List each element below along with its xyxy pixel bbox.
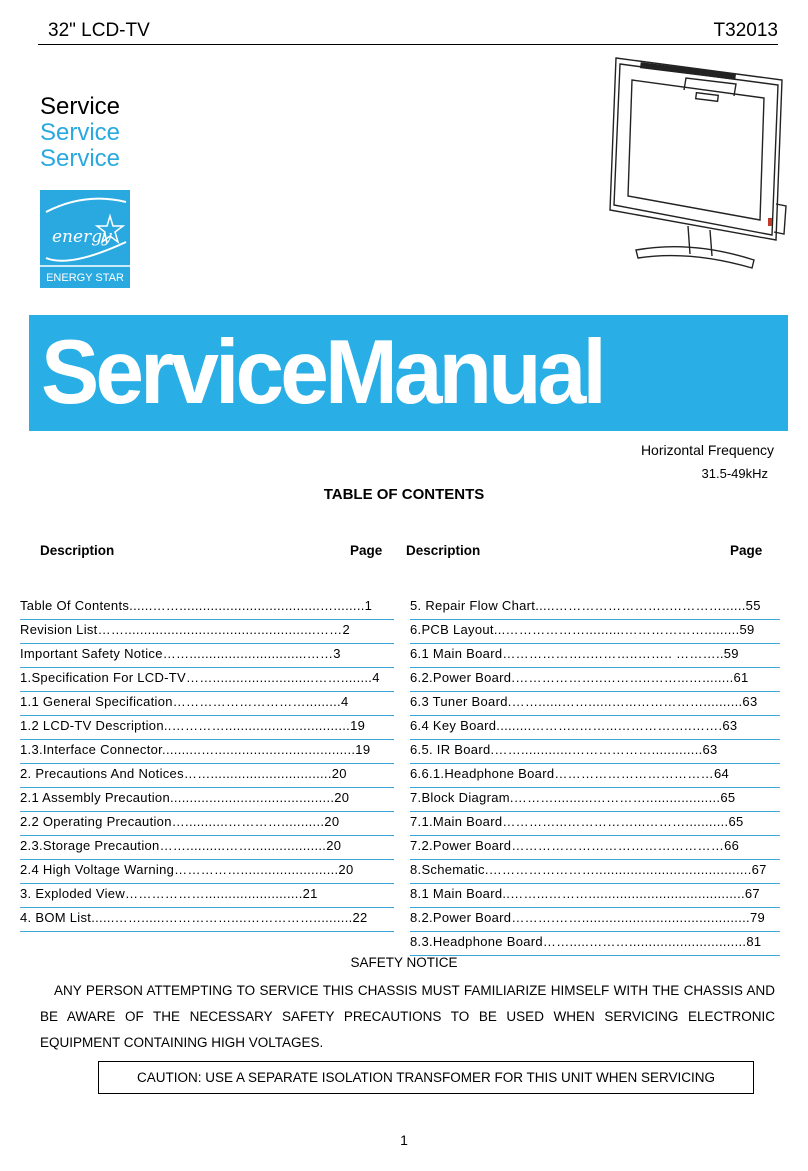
toc-entry[interactable]: 2.4 High Voltage Warning…………….........................20 xyxy=(20,860,394,884)
toc-entry[interactable]: 1.1 General Specification………………………….........4 xyxy=(20,692,394,716)
safety-notice-body: ANY PERSON ATTEMPTING TO SERVICE THIS CHASSIS MUST FAMILIARIZE HIMSELF WITH THE CHASSIS AND BE AWARE OF THE NECESSARY SAFETY PRECAUTIONS TO BE USED WHEN SERVICING ELECTRONIC EQUIPMENT CONTAINING HIGH VOLTAGES. xyxy=(40,983,775,1050)
page-number: 1 xyxy=(400,1132,408,1148)
horizontal-frequency-value: 31.5-49kHz xyxy=(701,466,768,481)
toc-right-column xyxy=(410,596,780,956)
toc-entry[interactable]: 2.3.Storage Precaution……..........……...................20 xyxy=(20,836,394,860)
toc-entry[interactable]: 2.1 Assembly Precaution..........................................20 xyxy=(20,788,394,812)
service-word-blue-2: Service xyxy=(40,145,121,172)
service-word-blue-1: Service xyxy=(40,119,121,146)
toc-entry[interactable]: 7.1.Main Board…………...……………...………...........65 xyxy=(410,812,780,836)
left-description-header: Description xyxy=(40,543,115,558)
toc-entry[interactable]: 3. Exploded View……………….........................21 xyxy=(20,884,394,908)
toc-entry[interactable]: Table Of Contents......……....................................…........1 xyxy=(20,596,394,620)
toc-entry[interactable]: 6.3 Tuner Board.……......……......…...……………..........63 xyxy=(410,692,780,716)
toc-entry[interactable]: 4. BOM List......……......……………....……………..........22 xyxy=(20,908,394,932)
banner-title: ServiceManual xyxy=(41,322,603,423)
toc-entry[interactable]: 8.2.Power Board……….……...........................................79 xyxy=(410,908,780,932)
toc-entry[interactable]: 6.4 Key Board.........………..……...……………..…….63 xyxy=(410,716,780,740)
header-model-code: T32013 xyxy=(713,20,778,41)
toc-entry[interactable]: Important Safety Notice……..............................……3 xyxy=(20,644,394,668)
page-header xyxy=(38,18,778,45)
lcd-tv-illustration xyxy=(592,54,792,274)
toc-entry[interactable]: 2. Precautions And Notices……...............................20 xyxy=(20,764,394,788)
toc-left-column xyxy=(20,596,394,932)
toc-entry[interactable]: 8.1 Main Board..……...………........................................67 xyxy=(410,884,780,908)
toc-entry[interactable]: Revision List…….................................................……2 xyxy=(20,620,394,644)
safety-notice-title: SAFETY NOTICE xyxy=(350,955,458,970)
toc-entry[interactable]: 6.5. IR Board.…….............……………….............63 xyxy=(410,740,780,764)
header-model: 32" LCD-TV xyxy=(48,20,150,41)
energy-star-label: ENERGY STAR xyxy=(46,272,124,284)
toc-entry[interactable]: 8.3.Headphone Board…….....………..............................81 xyxy=(410,932,780,956)
toc-entry[interactable]: 8.Schematic.……………………........................................67 xyxy=(410,860,780,884)
right-page-header: Page xyxy=(730,543,763,558)
service-word-black: Service xyxy=(40,93,121,120)
toc-entry[interactable]: 7.Block Diagram.………..........…………...................65 xyxy=(410,788,780,812)
toc-entry[interactable]: 1.Specification For LCD-TV……..........................……........4 xyxy=(20,668,394,692)
service-manual-banner xyxy=(29,315,788,431)
toc-entry[interactable]: 1.2 LCD-TV Description..…………................................19 xyxy=(20,716,394,740)
toc-entry[interactable]: 6.1 Main Board………………..………..…….. ………..59 xyxy=(410,644,780,668)
right-description-header: Description xyxy=(406,543,481,558)
left-page-header: Page xyxy=(350,543,383,558)
energy-star-logo xyxy=(40,190,130,288)
toc-entry[interactable]: 6.2.Power Board.………………..………..……...…........61 xyxy=(410,668,780,692)
caution-box: CAUTION: USE A SEPARATE ISOLATION TRANSFOMER FOR THIS UNIT WHEN SERVICING xyxy=(98,1061,754,1094)
toc-entry[interactable]: 6.6.1.Headphone Board………………………………64 xyxy=(410,764,780,788)
toc-entry[interactable]: 7.2.Power Board…………………………………………66 xyxy=(410,836,780,860)
toc-entry[interactable]: 1.3.Interface Connector..........…....................................19 xyxy=(20,740,394,764)
toc-entry[interactable]: 2.2 Operating Precaution…...........…………...........20 xyxy=(20,812,394,836)
toc-entry[interactable]: 6.PCB Layout...………………..........……………….........59 xyxy=(410,620,780,644)
energy-script-text: energy xyxy=(52,227,112,247)
toc-title: TABLE OF CONTENTS xyxy=(323,486,485,503)
horizontal-frequency-label: Horizontal Frequency xyxy=(640,442,774,458)
toc-entry[interactable]: 5. Repair Flow Chart.....……………………..…………......55 xyxy=(410,596,780,620)
